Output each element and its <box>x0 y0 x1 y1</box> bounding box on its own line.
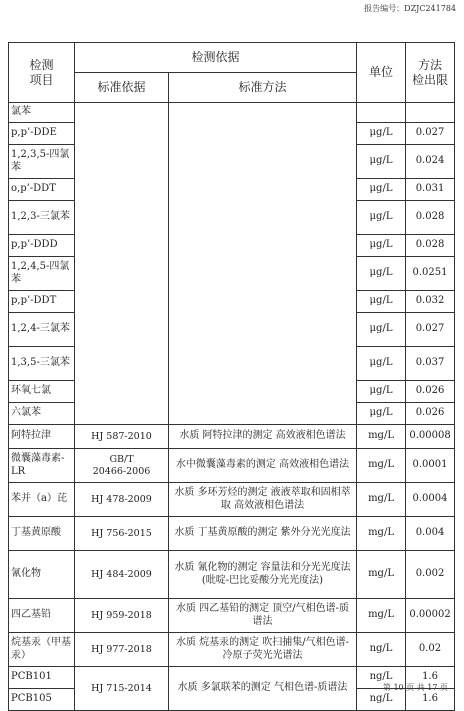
item-name-cell: 烷基汞（甲基汞） <box>9 633 75 667</box>
item-name-cell: p,p’-DDE <box>9 123 75 145</box>
standard-method-cell: 水质 多环芳烃的测定 液液萃取和固相萃取 高效液相色谱法 <box>169 483 357 517</box>
item-name-cell: 微囊藻毒素-LR <box>9 449 75 483</box>
item-name-cell: PCB105 <box>9 689 75 711</box>
unit-cell: mg/L <box>357 551 406 599</box>
standard-basis-cell: HJ 478-2009 <box>75 483 169 517</box>
unit-cell: ng/L <box>357 633 406 667</box>
standard-method-cell: 水质 烷基汞的测定 吹扫捕集/气相色谱-冷原子荧光光谱法 <box>169 633 357 667</box>
standard-method-cell: 水质 多氯联苯的测定 气相色谱-质谱法 <box>169 667 357 711</box>
unit-cell: mg/L <box>357 449 406 483</box>
standard-basis-cell: HJ 587-2010 <box>75 425 169 449</box>
detection-limit-cell: 0.027 <box>406 313 455 347</box>
header-standard-method: 标准方法 <box>169 73 357 103</box>
item-name-cell: PCB101 <box>9 667 75 689</box>
item-name-cell: o,p’-DDT <box>9 179 75 201</box>
header-standard-basis: 标准依据 <box>75 73 169 103</box>
standard-method-cell: 水质 氰化物的测定 容量法和分光光度法(吡啶-巴比妥酸分光光度法) <box>169 551 357 599</box>
detection-limit-cell <box>406 103 455 123</box>
unit-cell: μg/L <box>357 123 406 145</box>
unit-cell: mg/L <box>357 517 406 551</box>
standard-basis-cell: HJ 756-2015 <box>75 517 169 551</box>
detection-limit-cell: 0.00002 <box>406 599 455 633</box>
item-name-cell: 1,2,4-三氯苯 <box>9 313 75 347</box>
table-row <box>9 551 455 599</box>
table-row <box>9 483 455 517</box>
standard-method-cell: 水质 四乙基铅的测定 顶空/气相色谱-质谱法 <box>169 599 357 633</box>
item-name-cell: p,p’-DDT <box>9 291 75 313</box>
header-limit <box>406 43 455 103</box>
standard-method-cell: 水质 丁基黄原酸的测定 紫外分光光度法 <box>169 517 357 551</box>
detection-limit-cell: 0.0001 <box>406 449 455 483</box>
item-name-cell: 1,2,4,5-四氯苯 <box>9 257 75 291</box>
table-row <box>9 633 455 667</box>
detection-limit-cell: 1.6 <box>406 667 455 689</box>
standard-basis-cell: GB/T 20466-2006 <box>75 449 169 483</box>
item-name-cell: 氰化物 <box>9 551 75 599</box>
standard-basis-cell: HJ 715-2014 <box>75 667 169 711</box>
header-unit: 单位 <box>357 43 406 103</box>
item-name-cell: 环氧七氯 <box>9 381 75 403</box>
detection-method-table <box>8 42 455 711</box>
table-row <box>9 517 455 551</box>
detection-limit-cell: 0.024 <box>406 145 455 179</box>
unit-cell: μg/L <box>357 201 406 235</box>
header-limit-label: 方法 检出限 <box>412 57 449 87</box>
standard-method-cell: 水质 阿特拉津的测定 高效液相色谱法 <box>169 425 357 449</box>
table-row <box>9 599 455 633</box>
item-name-cell: 苯并（a）芘 <box>9 483 75 517</box>
detection-limit-cell: 0.027 <box>406 123 455 145</box>
item-name-cell: 氯苯 <box>9 103 75 123</box>
detection-limit-cell: 1.6 <box>406 689 455 711</box>
detection-limit-cell: 0.026 <box>406 381 455 403</box>
detection-limit-cell: 0.028 <box>406 235 455 257</box>
detection-limit-cell: 0.037 <box>406 347 455 381</box>
standard-method-cell <box>169 103 357 425</box>
detection-limit-cell: 0.031 <box>406 179 455 201</box>
item-name-cell: 四乙基铅 <box>9 599 75 633</box>
unit-cell: μg/L <box>357 347 406 381</box>
table-row <box>9 449 455 483</box>
item-name-cell: 1,2,3-三氯苯 <box>9 201 75 235</box>
table-row <box>9 103 455 123</box>
table-row <box>9 425 455 449</box>
header-row-1 <box>9 43 455 73</box>
detection-limit-cell: 0.004 <box>406 517 455 551</box>
standard-basis-cell: HJ 959-2018 <box>75 599 169 633</box>
header-item-label: 检测 项目 <box>29 57 54 87</box>
detection-limit-cell: 0.032 <box>406 291 455 313</box>
standard-method-cell: 水中微囊藻毒素的测定 高效液相色谱法 <box>169 449 357 483</box>
item-name-cell: p,p’-DDD <box>9 235 75 257</box>
detection-limit-cell: 0.0251 <box>406 257 455 291</box>
header-item <box>9 43 75 103</box>
detection-limit-cell: 0.00008 <box>406 425 455 449</box>
detection-limit-cell: 0.026 <box>406 403 455 425</box>
unit-cell: ng/L <box>357 667 406 689</box>
table-body <box>9 103 455 711</box>
item-name-cell: 1,2,3,5-四氯苯 <box>9 145 75 179</box>
unit-cell: μg/L <box>357 235 406 257</box>
report-number: 报告编号：DZJC241784 <box>364 4 456 13</box>
item-name-cell: 六氯苯 <box>9 403 75 425</box>
standard-basis-cell: HJ 484-2009 <box>75 551 169 599</box>
detection-limit-cell: 0.002 <box>406 551 455 599</box>
item-name-cell: 阿特拉津 <box>9 425 75 449</box>
unit-cell: μg/L <box>357 381 406 403</box>
unit-cell: μg/L <box>357 291 406 313</box>
unit-cell: mg/L <box>357 425 406 449</box>
unit-cell: μg/L <box>357 257 406 291</box>
unit-cell: mg/L <box>357 599 406 633</box>
item-name-cell: 1,3,5-三氯苯 <box>9 347 75 381</box>
detection-limit-cell: 0.0004 <box>406 483 455 517</box>
standard-basis-cell <box>75 103 169 425</box>
item-name-cell: 丁基黄原酸 <box>9 517 75 551</box>
header-basis: 检测依据 <box>75 43 357 73</box>
unit-cell: ng/L <box>357 689 406 711</box>
page-number: 第 10 页 共 17 页 <box>382 683 448 692</box>
unit-cell: μg/L <box>357 179 406 201</box>
unit-cell: μg/L <box>357 403 406 425</box>
unit-cell: mg/L <box>357 483 406 517</box>
standard-basis-cell: HJ 977-2018 <box>75 633 169 667</box>
unit-cell <box>357 103 406 123</box>
detection-limit-cell: 0.028 <box>406 201 455 235</box>
detection-limit-cell: 0.02 <box>406 633 455 667</box>
unit-cell: μg/L <box>357 313 406 347</box>
unit-cell: μg/L <box>357 145 406 179</box>
